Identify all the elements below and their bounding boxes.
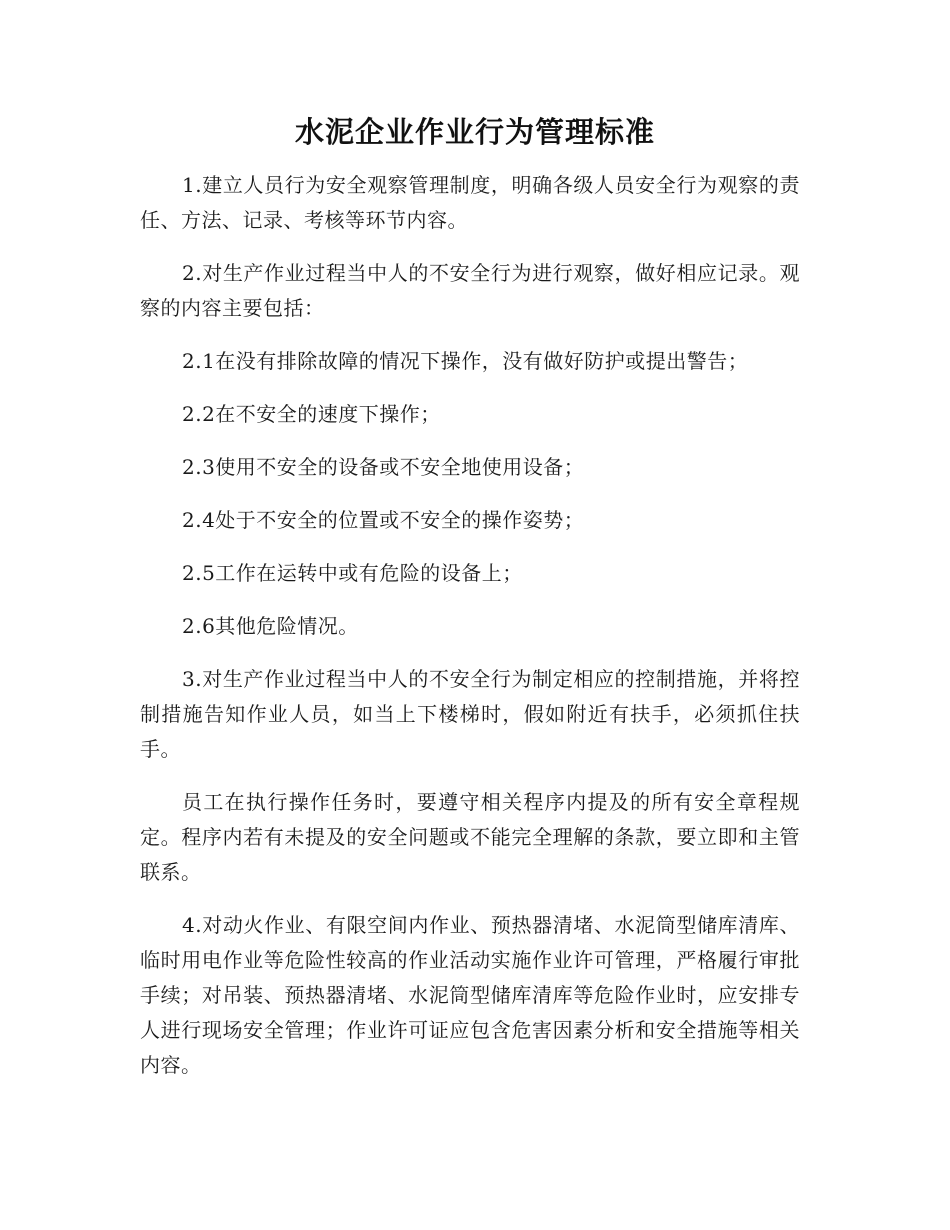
paragraph-2-1: 2.1在没有排除故障的情况下操作，没有做好防护或提出警告； [182, 349, 749, 373]
paragraph-2-3: 2.3使用不安全的设备或不安全地使用设备； [182, 455, 585, 479]
paragraph-3: 3.对生产作业过程当中人的不安全行为制定相应的控制措施，并将控制措施告知作业人员，如当上下楼梯时，假如附近有扶手，必须抓住扶手。 [140, 667, 800, 761]
paragraph-staff-rules: 员工在执行操作任务时，要遵守相关程序内提及的所有安全章程规定。程序内若有未提及的安全问题或不能完全理解的条款，要立即和主管联系。 [140, 790, 800, 884]
paragraph-2: 2.对生产作业过程当中人的不安全行为进行观察，做好相应记录。观察的内容主要包括： [140, 261, 800, 320]
paragraph-1: 1.建立人员行为安全观察管理制度，明确各级人员安全行为观察的责任、方法、记录、考核等环节内容。 [140, 173, 800, 232]
paragraph-2-4: 2.4处于不安全的位置或不安全的操作姿势； [182, 508, 585, 532]
paragraph-4: 4.对动火作业、有限空间内作业、预热器清堵、水泥筒型储库清库、临时用电作业等危险性较高的作业活动实施作业许可管理，严格履行审批手续；对吊装、预热器清堵、水泥筒型储库清库等危险作业时，应安排专人进行现场安全管理；作业许可证应包含危害因素分析和安全措施等相关内容。 [140, 913, 800, 1077]
paragraph-2-5: 2.5工作在运转中或有危险的设备上； [182, 561, 523, 585]
document-body [140, 168, 800, 1101]
document-title: 水泥企业作业行为管理标准 [294, 115, 655, 149]
paragraph-2-2: 2.2在不安全的速度下操作； [182, 402, 441, 426]
paragraph-2-6: 2.6其他危险情况。 [182, 614, 359, 638]
